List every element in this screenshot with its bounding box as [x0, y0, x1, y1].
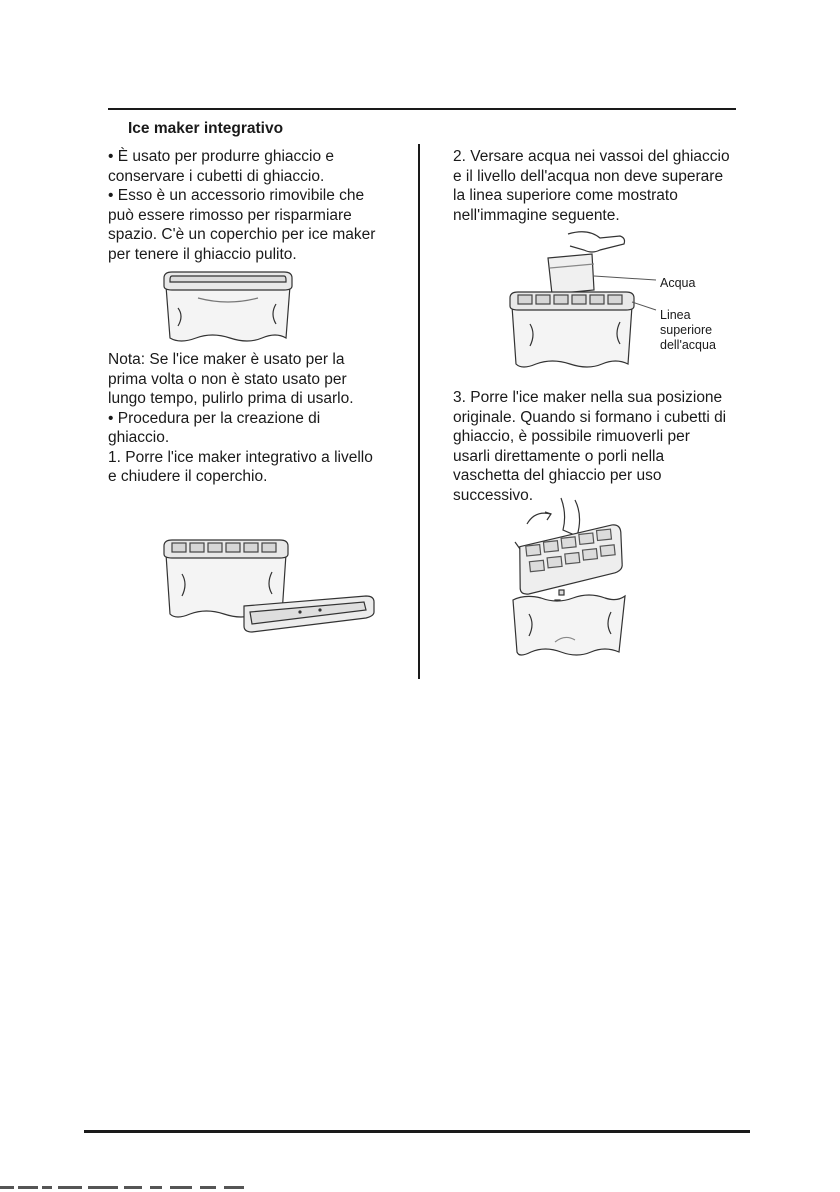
step-3-paragraph: 3. Porre l'ice maker nella sua posizione originale. Quando si formano i cubetti di ghiaccio, è possibile rimuoverli per usarli direttamente o porli nella vaschetta del ghiaccio per uso successivo. — [453, 389, 727, 504]
footer-print-artifact — [0, 1184, 260, 1192]
ice-maker-open-with-lid-illustration — [160, 532, 376, 640]
header-rule — [108, 108, 736, 110]
note-paragraph: Nota: Se l'ice maker è usato per la prima volta o non è stato usato per lungo tempo, pulirlo prima di usarlo. • Procedura per la creazione di ghiaccio. 1. Porre l'ice maker integrativo a livello e chiudere il coperchio. — [108, 351, 373, 485]
removing-tray-illustration — [505, 496, 635, 662]
column-divider — [418, 144, 420, 679]
callout-waterline-label: Linea superiore dell'acqua — [660, 308, 716, 352]
intro-paragraph: • È usato per produrre ghiaccio e conservare i cubetti di ghiaccio. • Esso è un accessorio rimovibile che può essere rimosso per risparmiare spazio. C'è un coperchio per ice maker per tenere il ghiaccio pulito. — [108, 148, 376, 263]
section-title: Ice maker integrativo — [128, 120, 284, 137]
pouring-water-illustration — [508, 228, 668, 368]
callout-water-label: Acqua — [660, 276, 696, 290]
footer-rule — [84, 1130, 750, 1133]
ice-maker-with-lid-illustration — [158, 268, 298, 350]
step-2-paragraph: 2. Versare acqua nei vassoi del ghiaccio e il livello dell'acqua non deve superare la linea superiore come mostrato nell'immagine seguente. — [453, 148, 730, 224]
